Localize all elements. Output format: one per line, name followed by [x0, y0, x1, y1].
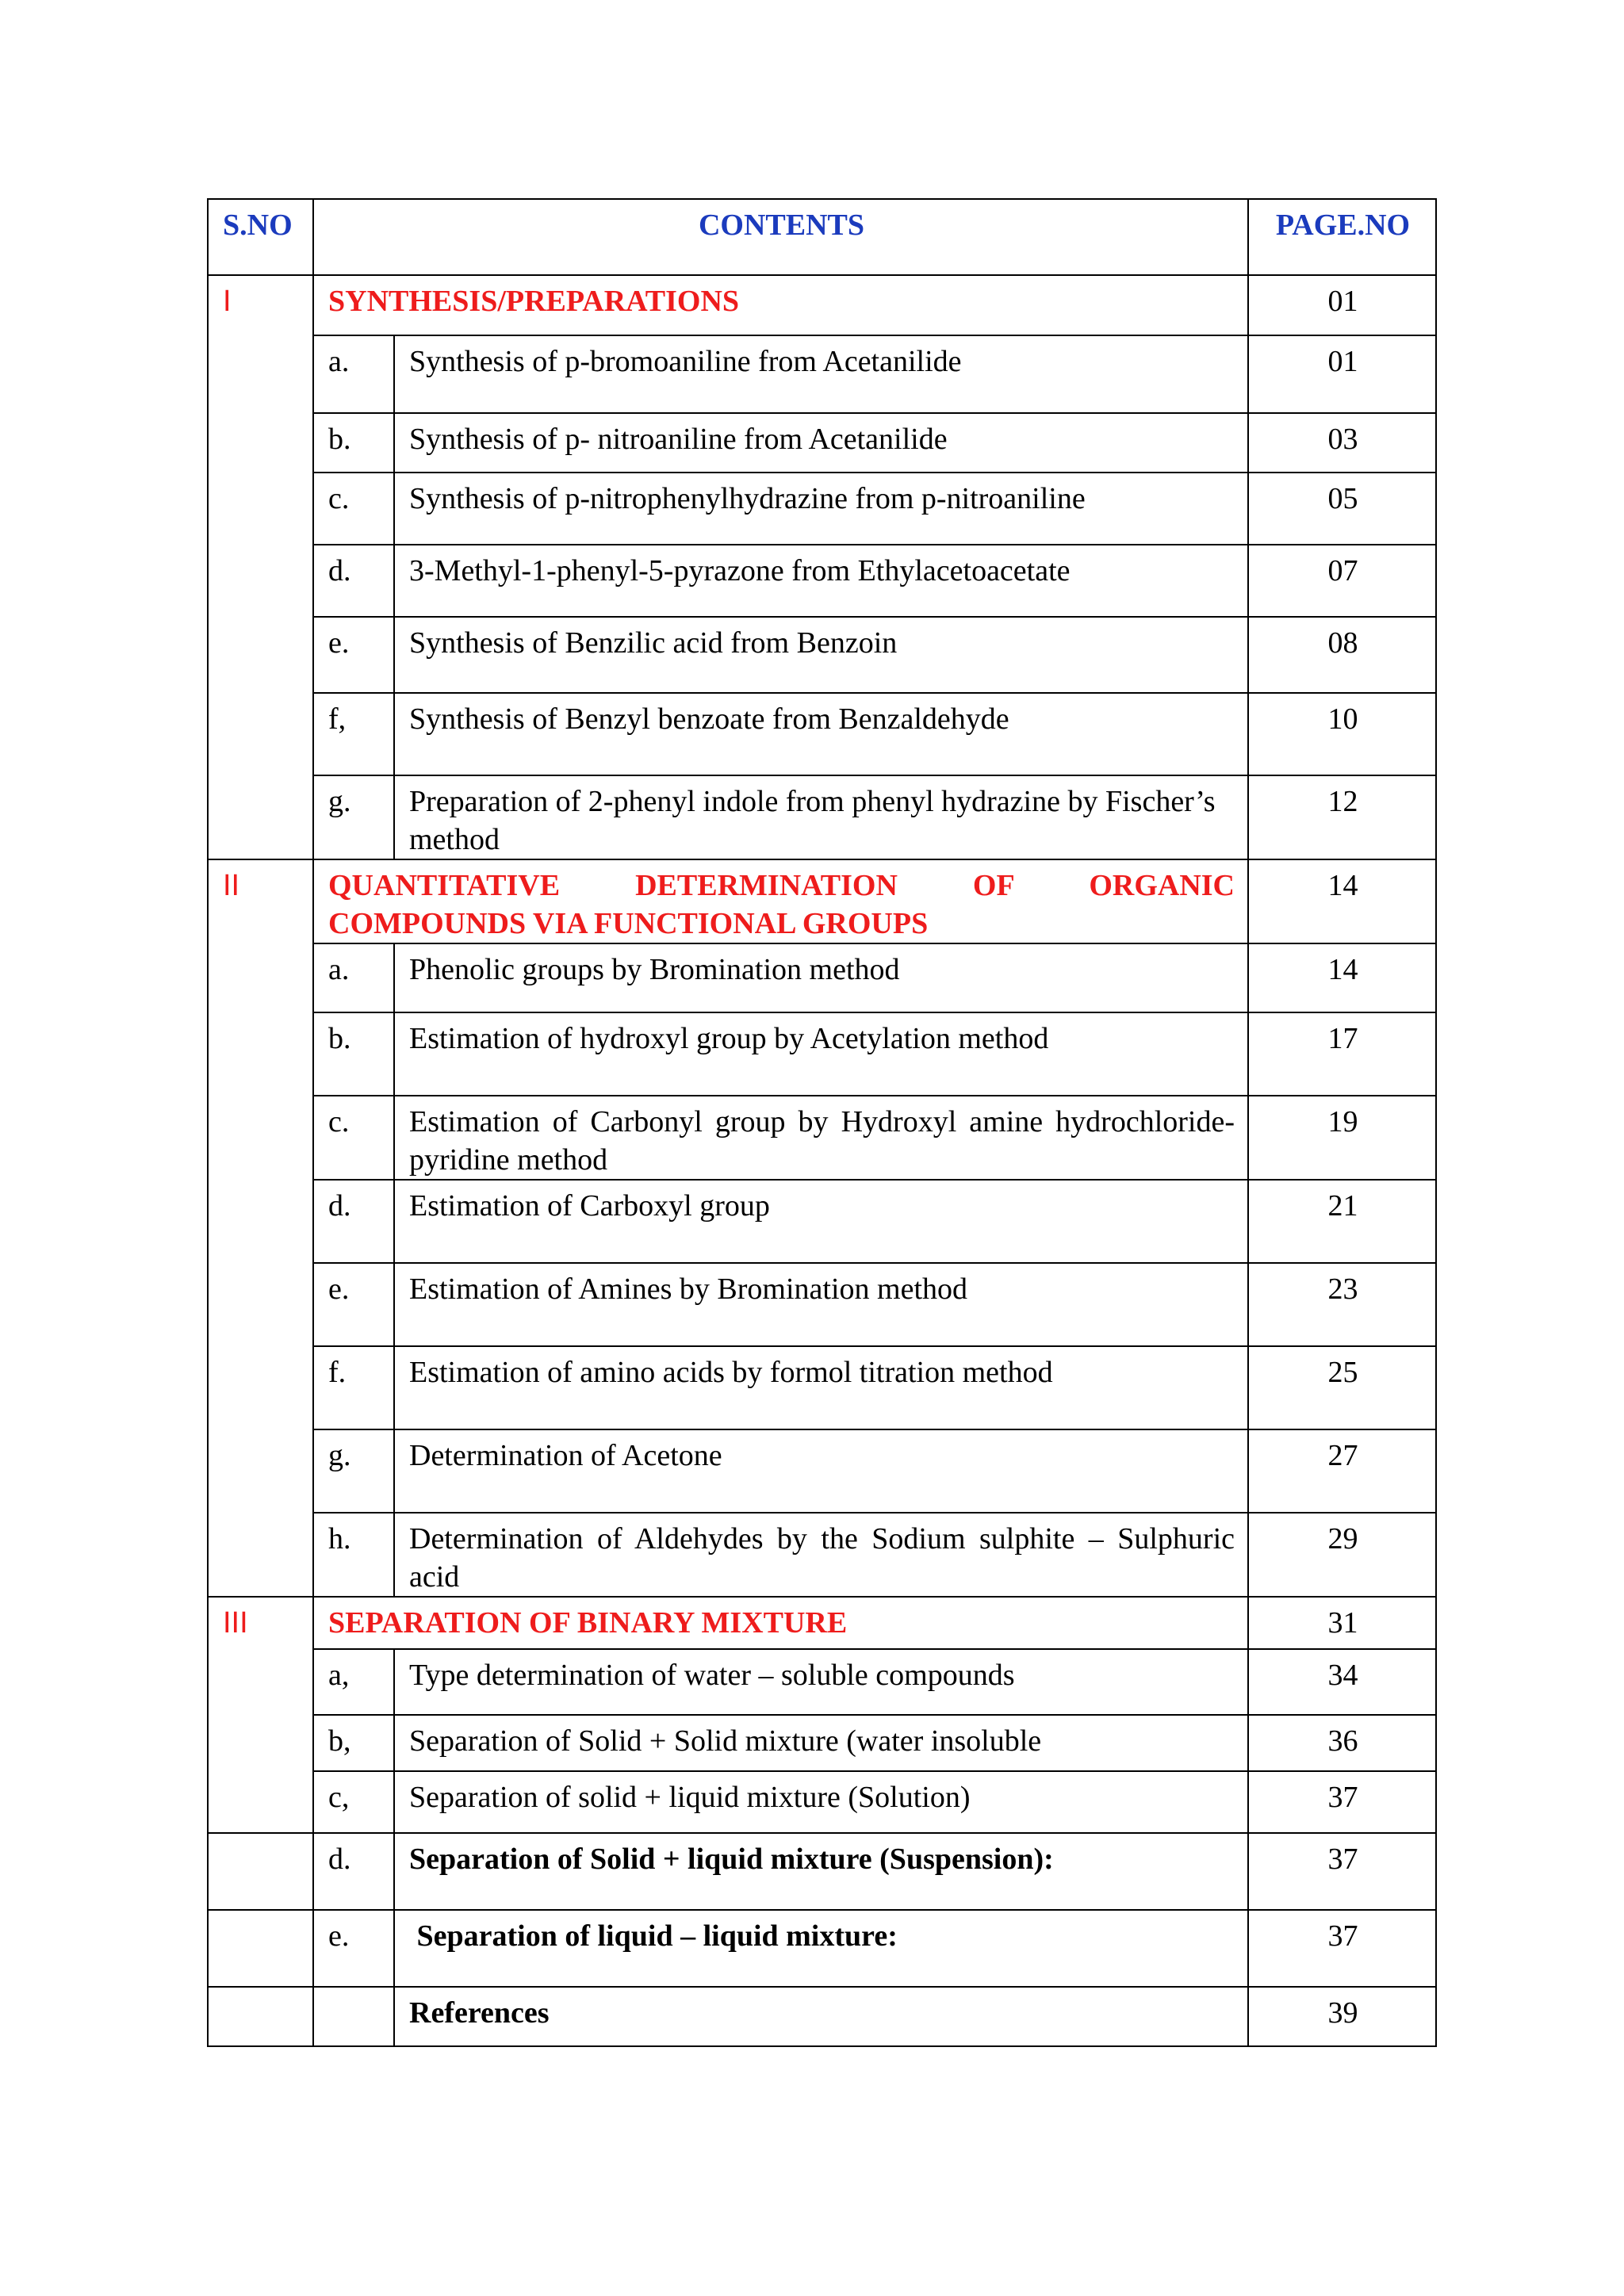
page-number: 29: [1248, 1513, 1436, 1597]
page-number: 17: [1248, 1012, 1436, 1096]
table-header-row: [208, 199, 1436, 275]
item-label: [313, 1987, 394, 2046]
page-number: 01: [1248, 335, 1436, 413]
page-number: 37: [1248, 1771, 1436, 1833]
sno-header: S.NO: [208, 199, 313, 275]
item-text: Type determination of water – soluble compounds: [394, 1649, 1248, 1715]
contents-header: CONTENTS: [313, 199, 1248, 275]
page-number: 08: [1248, 617, 1436, 693]
item-text: Estimation of Carboxyl group: [394, 1180, 1248, 1263]
item-text: Phenolic groups by Bromination method: [394, 943, 1248, 1012]
list-item: [208, 1513, 1436, 1597]
item-label: b,: [313, 1715, 394, 1771]
item-label: e.: [313, 1263, 394, 1346]
list-item: [208, 693, 1436, 775]
item-label: e.: [313, 617, 394, 693]
page-number: 37: [1248, 1833, 1436, 1910]
list-item: [208, 1012, 1436, 1096]
page-number: 23: [1248, 1263, 1436, 1346]
item-text: Estimation of hydroxyl group by Acetylation method: [394, 1012, 1248, 1096]
page-number: 39: [1248, 1987, 1436, 2046]
item-text: Preparation of 2-phenyl indole from phenyl hydrazine by Fischer’s method: [394, 775, 1248, 859]
list-item: [208, 1771, 1436, 1833]
list-item: [208, 775, 1436, 859]
item-label: a,: [313, 1649, 394, 1715]
item-label: a.: [313, 943, 394, 1012]
item-label: c.: [313, 473, 394, 545]
item-label: h.: [313, 1513, 394, 1597]
item-text: References: [394, 1987, 1248, 2046]
item-text: Separation of solid + liquid mixture (Solution): [394, 1771, 1248, 1833]
item-text: Determination of Acetone: [394, 1429, 1248, 1513]
item-label: c,: [313, 1771, 394, 1833]
page-number: 34: [1248, 1649, 1436, 1715]
item-text: Separation of liquid – liquid mixture:: [394, 1910, 1248, 1987]
item-label: b.: [313, 1012, 394, 1096]
section-title: QUANTITATIVE DETERMINATION OF ORGANIC COMPOUNDS VIA FUNCTIONAL GROUPS: [313, 859, 1248, 943]
contents-table: [207, 198, 1437, 2047]
list-item: [208, 1649, 1436, 1715]
list-item: [208, 1987, 1436, 2046]
page-number: 07: [1248, 545, 1436, 617]
page-number: 05: [1248, 473, 1436, 545]
item-label: e.: [313, 1910, 394, 1987]
list-item: [208, 943, 1436, 1012]
item-label: d.: [313, 1833, 394, 1910]
page-number: 25: [1248, 1346, 1436, 1429]
item-label: f,: [313, 693, 394, 775]
list-item: [208, 545, 1436, 617]
list-item: [208, 473, 1436, 545]
page-number: 37: [1248, 1910, 1436, 1987]
list-item: [208, 1263, 1436, 1346]
empty-cell: [208, 1910, 313, 1987]
item-text: Estimation of amino acids by formol titration method: [394, 1346, 1248, 1429]
page-number: 27: [1248, 1429, 1436, 1513]
list-item: [208, 1910, 1436, 1987]
page-number: 31: [1248, 1597, 1436, 1649]
section-title: SEPARATION OF BINARY MIXTURE: [313, 1597, 1248, 1649]
item-label: g.: [313, 1429, 394, 1513]
page-number: 21: [1248, 1180, 1436, 1263]
item-label: d.: [313, 1180, 394, 1263]
list-item: [208, 335, 1436, 413]
section-number: I: [208, 275, 313, 859]
item-text: Synthesis of p-bromoaniline from Acetanilide: [394, 335, 1248, 413]
item-text: Synthesis of Benzyl benzoate from Benzaldehyde: [394, 693, 1248, 775]
section-row: [208, 275, 1436, 335]
list-item: [208, 1429, 1436, 1513]
list-item: [208, 413, 1436, 473]
item-label: g.: [313, 775, 394, 859]
empty-cell: [208, 1833, 313, 1910]
item-text: Estimation of Amines by Bromination method: [394, 1263, 1248, 1346]
section-row: [208, 859, 1436, 943]
item-text: Synthesis of p-nitrophenylhydrazine from p-nitroaniline: [394, 473, 1248, 545]
pageno-header: PAGE.NO: [1248, 199, 1436, 275]
list-item: [208, 1833, 1436, 1910]
item-text: Estimation of Carbonyl group by Hydroxyl amine hydrochloride- pyridine method: [394, 1096, 1248, 1180]
item-text: 3-Methyl-1-phenyl-5-pyrazone from Ethylacetoacetate: [394, 545, 1248, 617]
item-text: Synthesis of Benzilic acid from Benzoin: [394, 617, 1248, 693]
item-text: Synthesis of p- nitroaniline from Acetanilide: [394, 413, 1248, 473]
item-text: Separation of Solid + liquid mixture (Suspension):: [394, 1833, 1248, 1910]
page-number: 10: [1248, 693, 1436, 775]
item-label: d.: [313, 545, 394, 617]
item-label: a.: [313, 335, 394, 413]
item-label: c.: [313, 1096, 394, 1180]
page-number: 36: [1248, 1715, 1436, 1771]
list-item: [208, 1180, 1436, 1263]
section-number: III: [208, 1597, 313, 1833]
page-number: 03: [1248, 413, 1436, 473]
section-row: [208, 1597, 1436, 1649]
list-item: [208, 1096, 1436, 1180]
section-number: II: [208, 859, 313, 1597]
item-text: Separation of Solid + Solid mixture (water insoluble: [394, 1715, 1248, 1771]
page-number: 01: [1248, 275, 1436, 335]
item-label: b.: [313, 413, 394, 473]
list-item: [208, 1346, 1436, 1429]
list-item: [208, 1715, 1436, 1771]
page-number: 14: [1248, 943, 1436, 1012]
item-text: Determination of Aldehydes by the Sodium sulphite – Sulphuric acid: [394, 1513, 1248, 1597]
list-item: [208, 617, 1436, 693]
page-number: 14: [1248, 859, 1436, 943]
page-number: 12: [1248, 775, 1436, 859]
empty-cell: [208, 1987, 313, 2046]
item-label: f.: [313, 1346, 394, 1429]
page-number: 19: [1248, 1096, 1436, 1180]
section-title: SYNTHESIS/PREPARATIONS: [313, 275, 1248, 335]
